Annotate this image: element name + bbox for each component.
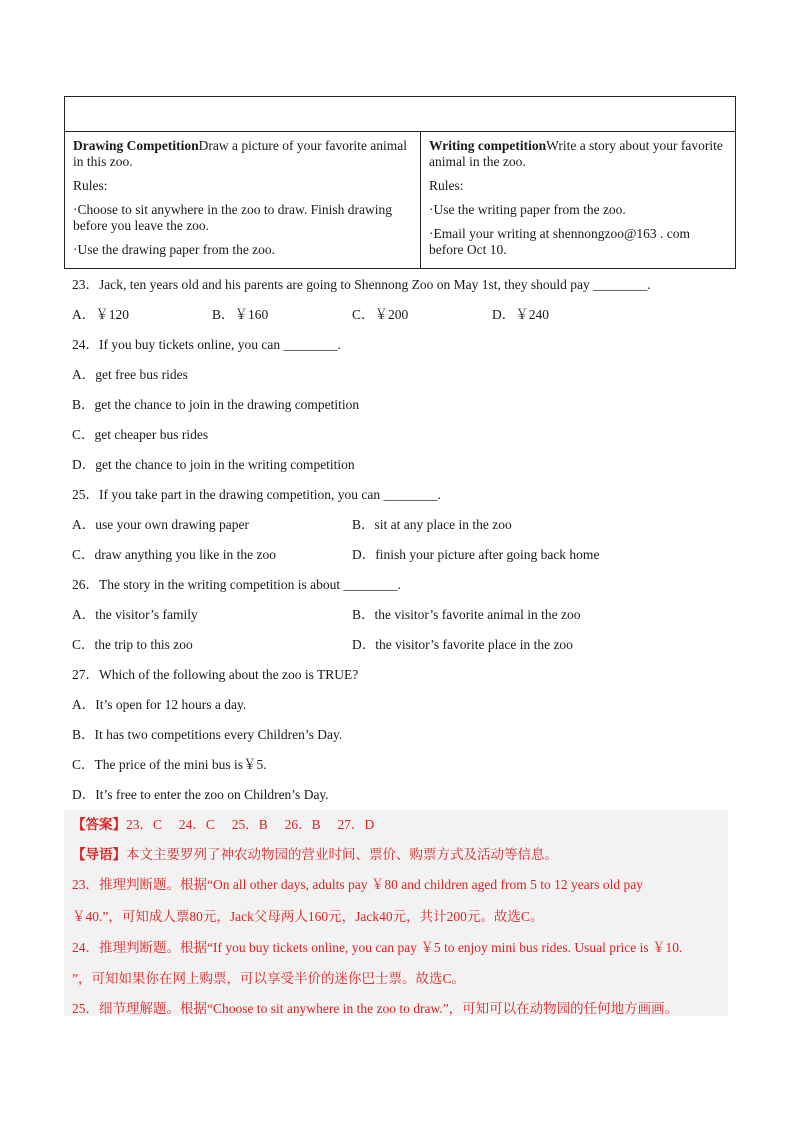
- guide-line: [72, 847, 558, 863]
- explanation-24-line-1: 24．推理判断题。根据“If you buy tickets online, you can pay ￥5 to enjoy mini bus rides. Usual price is ￥10.: [72, 940, 683, 955]
- q26-option-a[interactable]: A．the visitor’s family: [72, 607, 198, 622]
- q25-option-a[interactable]: A．use your own drawing paper: [72, 517, 249, 532]
- question-24-stem: 24．If you buy tickets online, you can ________.: [72, 337, 341, 352]
- guide-label: 【导语】: [72, 847, 126, 862]
- drawing-rule-1: ·Choose to sit anywhere in the zoo to draw. Finish drawing before you leave the zoo.: [73, 202, 392, 233]
- q27-option-a[interactable]: A．It’s open for 12 hours a day.: [72, 697, 247, 712]
- explanation-23-line-2: ￥40.”，可知成人票80元，Jack父母两人160元，Jack40元，共计200元。故选C。: [72, 909, 544, 924]
- q27-option-d[interactable]: D．It’s free to enter the zoo on Children’s Day.: [72, 787, 329, 802]
- answer-section: [64, 810, 728, 1016]
- q26-option-b[interactable]: B．the visitor’s favorite animal in the zoo: [352, 607, 581, 622]
- writing-intro: Write a story about your favorite animal in the zoo.: [429, 138, 723, 169]
- question-26-stem: 26．The story in the writing competition is about ________.: [72, 577, 401, 592]
- drawing-rules-label: Rules:: [73, 178, 108, 193]
- question-27-stem: 27．Which of the following about the zoo is TRUE?: [72, 667, 359, 682]
- writing-heading: Writing competition: [429, 138, 547, 153]
- answer-keys-line: [72, 817, 374, 833]
- q24-option-a[interactable]: A．get free bus rides: [72, 367, 188, 382]
- q24-option-d[interactable]: D．get the chance to join in the writing competition: [72, 457, 355, 472]
- q25-option-c[interactable]: C．draw anything you like in the zoo: [72, 547, 276, 562]
- explanation-23-line-1: 23．推理判断题。根据“On all other days, adults pay ￥80 and children aged from 5 to 12 years old pay: [72, 877, 644, 892]
- writing-competition-cell: [421, 132, 735, 268]
- question-23-stem: 23．Jack, ten years old and his parents are going to Shennong Zoo on May 1st, they should pay ________.: [72, 277, 651, 292]
- q25-option-b[interactable]: B．sit at any place in the zoo: [352, 517, 512, 532]
- question-25-stem: 25．If you take part in the drawing competition, you can ________.: [72, 487, 441, 502]
- table-row: [65, 132, 735, 268]
- q26-option-c[interactable]: C．the trip to this zoo: [72, 637, 193, 652]
- q24-option-c[interactable]: C．get cheaper bus rides: [72, 427, 209, 442]
- q26-option-d[interactable]: D．the visitor’s favorite place in the zoo: [352, 637, 573, 652]
- q25-option-d[interactable]: D．finish your picture after going back home: [352, 547, 600, 562]
- q24-option-b[interactable]: B．get the chance to join in the drawing competition: [72, 397, 360, 412]
- explanation-24-line-2: ”，可知如果你在网上购票，可以享受半价的迷你巴士票。故选C。: [72, 971, 465, 986]
- q27-option-b[interactable]: B．It has two competitions every Children’s Day.: [72, 727, 343, 742]
- writing-rule-2: ·Email your writing at shennongzoo@163 . com before Oct 10.: [429, 226, 691, 257]
- q23-option-a[interactable]: A．￥120: [72, 307, 129, 322]
- table-empty-row: [65, 97, 735, 132]
- q23-option-b[interactable]: B．￥160: [212, 307, 269, 322]
- answer-keys: 23．C 24．C 25．B 26．B 27．D: [126, 817, 375, 832]
- drawing-competition-cell: [65, 132, 421, 268]
- writing-rules-label: Rules:: [429, 178, 464, 193]
- drawing-heading: Drawing Competition: [73, 138, 199, 153]
- drawing-rule-2: ·Use the drawing paper from the zoo.: [73, 242, 276, 257]
- answer-label: 【答案】: [72, 817, 126, 832]
- writing-rule-1: ·Use the writing paper from the zoo.: [429, 202, 626, 217]
- q27-option-c[interactable]: C．The price of the mini bus is￥5.: [72, 757, 267, 772]
- q23-option-c[interactable]: C．￥200: [352, 307, 409, 322]
- guide-text: 本文主要罗列了神农动物园的营业时间、票价、购票方式及活动等信息。: [126, 847, 558, 862]
- competition-table: [64, 96, 736, 269]
- q23-option-d[interactable]: D．￥240: [492, 307, 549, 322]
- explanation-25-line-1: 25．细节理解题。根据“Choose to sit anywhere in the zoo to draw.”，可知可以在动物园的任何地方画画。: [72, 1001, 679, 1016]
- drawing-intro: Draw a picture of your favorite animal in this zoo.: [73, 138, 408, 169]
